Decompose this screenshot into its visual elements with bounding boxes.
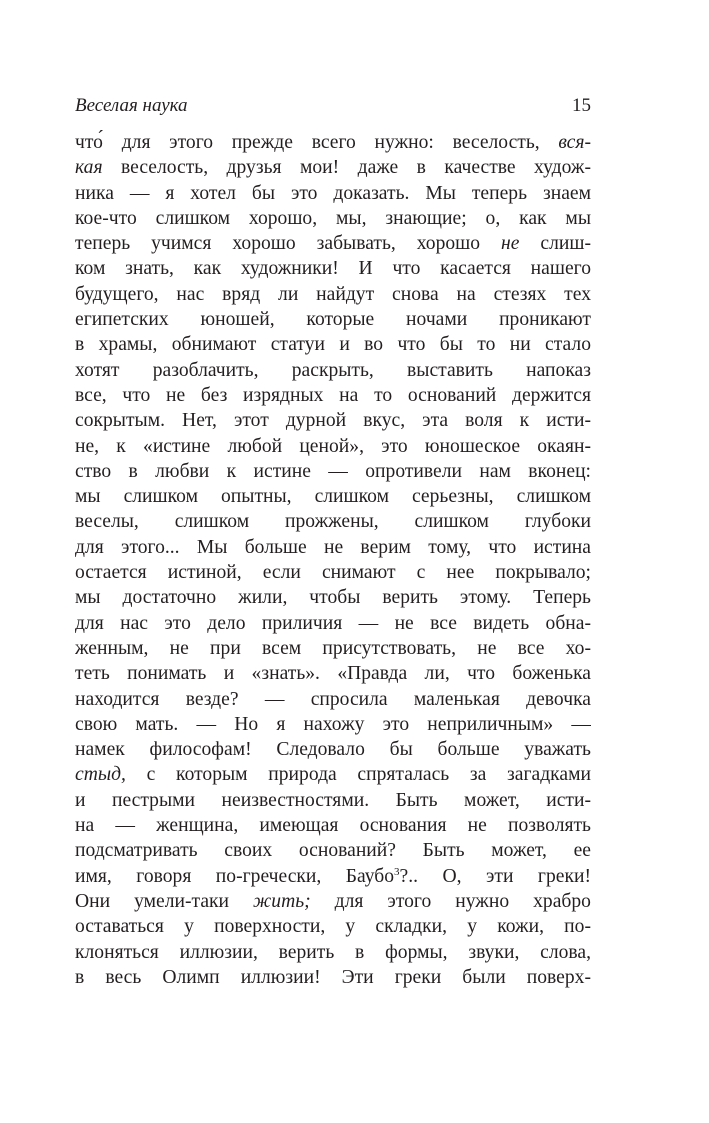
text-line	[75, 636, 591, 661]
text-segment: сокрытым. Нет, этот дурной вкус, эта воля к исти-	[75, 410, 591, 432]
text-line	[75, 358, 591, 383]
text-segment: хотят разоблачить, раскрыть, выставить напоказ	[75, 359, 591, 381]
text-line	[75, 788, 591, 813]
text-line	[75, 231, 591, 256]
text-segment: на — женщина, имеющая основания не позволять	[75, 815, 591, 837]
text-line	[75, 408, 591, 433]
text-segment: остается истиной, если снимают с нее покрывало;	[75, 562, 591, 584]
body-text	[75, 130, 591, 990]
text-line	[75, 965, 591, 990]
text-line	[75, 206, 591, 231]
text-segment: мы слишком опытны, слишком серьезны, слишком	[75, 486, 591, 508]
page-number: 15	[572, 95, 591, 116]
text-line	[75, 155, 591, 180]
text-line	[75, 585, 591, 610]
text-segment: мы достаточно жили, чтобы верить этому. Теперь	[75, 587, 591, 609]
text-line	[75, 434, 591, 459]
text-segment: для этого нужно храбро	[310, 890, 591, 912]
text-segment: в храмы, обнимают статуи и во что бы то ни стало	[75, 334, 591, 356]
text-line	[75, 282, 591, 307]
text-line	[75, 940, 591, 965]
text-line	[75, 611, 591, 636]
text-line	[75, 130, 591, 155]
text-line	[75, 509, 591, 534]
text-line	[75, 484, 591, 509]
text-segment: ком знать, как художники! И что касается нашего	[75, 258, 591, 280]
text-segment: находится везде? — спросила маленькая девочка	[75, 688, 591, 710]
text-segment: веселость, друзья мои! даже в качестве худож-	[102, 157, 591, 179]
text-segment: с которым природа спряталась за загадками	[125, 764, 591, 786]
text-line	[75, 813, 591, 838]
text-segment: ство в любви к истине — опротивели нам вконец:	[75, 460, 591, 482]
text-segment: не, к «истине любой ценой», это юношеское окаян-	[75, 435, 591, 457]
text-line	[75, 864, 591, 889]
italic-text: стыд,	[75, 764, 126, 786]
text-segment: теть понимать и «знать». «Правда ли, что боженька	[75, 663, 591, 685]
text-line	[75, 687, 591, 712]
text-segment: что́ для этого прежде всего нужно: веселость,	[75, 132, 559, 153]
text-segment: свою мать. — Но я нахожу это неприличным» —	[75, 713, 591, 735]
text-segment: в весь Олимп иллюзии! Эти греки были поверх-	[75, 966, 591, 988]
text-segment: Они умели-таки	[75, 890, 254, 912]
text-segment: и пестрыми неизвестностями. Быть может, исти-	[75, 789, 591, 811]
text-segment: кое-что слишком хорошо, мы, знающие; о, как мы	[75, 207, 591, 229]
text-segment: намек философам! Следовало бы больше уважать	[75, 739, 591, 761]
text-line	[75, 383, 591, 408]
text-segment: имя, говоря по-гречески, Баубо	[75, 865, 395, 887]
text-line	[75, 560, 591, 585]
text-segment: оставаться у поверхности, у складки, у кожи, по-	[75, 916, 591, 938]
text-line	[75, 181, 591, 206]
italic-text: вся-	[558, 132, 591, 153]
text-segment: все, что не без изрядных на то оснований держится	[75, 384, 591, 406]
text-line	[75, 535, 591, 560]
italic-text: кая	[75, 157, 103, 179]
text-segment: подсматривать своих оснований? Быть может, ее	[75, 840, 591, 862]
text-segment: веселы, слишком прожжены, слишком глубоки	[75, 511, 591, 533]
text-line	[75, 737, 591, 762]
text-line	[75, 889, 591, 914]
italic-text: не	[501, 233, 520, 255]
text-segment: ника — я хотел бы это доказать. Мы теперь знаем	[75, 182, 591, 204]
text-segment: будущего, нас вряд ли найдут снова на стезях тех	[75, 283, 591, 305]
text-line	[75, 712, 591, 737]
text-line	[75, 307, 591, 332]
text-line	[75, 914, 591, 939]
text-segment: слиш-	[519, 233, 591, 255]
italic-text: жить;	[253, 890, 311, 912]
text-line	[75, 256, 591, 281]
text-segment: женным, не при всем присутствовать, не все хо-	[75, 637, 591, 659]
text-line	[75, 838, 591, 863]
text-segment: египетских юношей, которые ночами проникают	[75, 309, 591, 331]
text-line	[75, 459, 591, 484]
footnote-marker: 3	[394, 865, 400, 878]
text-segment: клоняться иллюзии, верить в формы, звуки, слова,	[75, 941, 591, 963]
running-header	[75, 92, 591, 120]
text-segment: для нас это дело приличия — не все видеть обна-	[75, 612, 591, 634]
running-title: Веселая наука	[75, 95, 188, 116]
text-segment: ?.. О, эти греки!	[399, 865, 591, 887]
text-line	[75, 762, 591, 787]
text-segment: теперь учимся хорошо забывать, хорошо	[75, 233, 502, 255]
text-line	[75, 661, 591, 686]
text-segment: для этого... Мы больше не верим тому, что истина	[75, 536, 591, 558]
text-line	[75, 332, 591, 357]
